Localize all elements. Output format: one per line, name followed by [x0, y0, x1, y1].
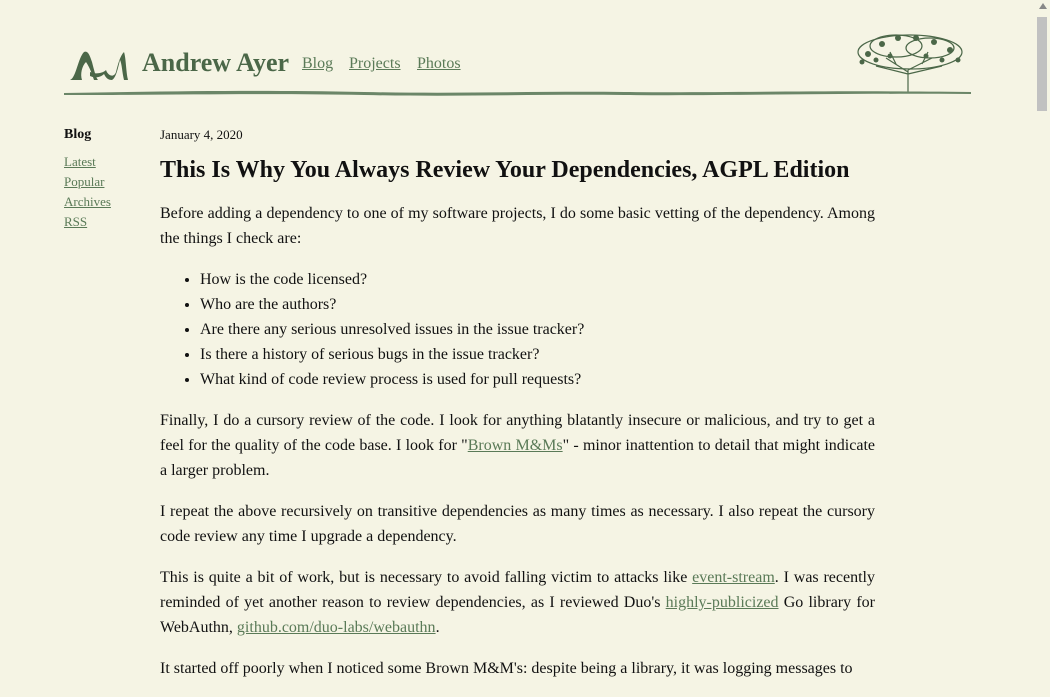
- link-highly-publicized[interactable]: highly-publicized: [665, 594, 779, 611]
- sidebar-item-popular[interactable]: Popular: [64, 174, 105, 189]
- list-item: • Who are the authors?: [200, 292, 875, 317]
- text: Go library for WebAuthn,: [160, 594, 876, 636]
- nav-projects[interactable]: Projects: [349, 55, 401, 72]
- text: This is quite a bit of work, but is necessary to avoid falling victim to attacks like: [160, 569, 693, 586]
- link-brown-mms[interactable]: Brown M&Ms: [467, 437, 563, 454]
- link-event-stream[interactable]: event-stream: [692, 569, 775, 586]
- sidebar: [64, 127, 144, 232]
- post-title: This Is Why You Always Review Your Dependencies, AGPL Edition: [160, 157, 850, 183]
- article: [160, 127, 875, 697]
- oak-tree-icon: [846, 30, 971, 94]
- text: .: [435, 619, 440, 636]
- list-item: • Are there any serious unresolved issues in the issue tracker?: [200, 317, 875, 342]
- sidebar-item-archives[interactable]: Archives: [64, 194, 111, 209]
- scroll-thumb[interactable]: [1037, 17, 1047, 111]
- link-webauthn-repo[interactable]: github.com/duo-labs/webauthn: [236, 619, 436, 636]
- nav-photos[interactable]: Photos: [417, 55, 461, 72]
- scroll-up-arrow-icon[interactable]: [1039, 3, 1047, 9]
- list-item: • How is the code licensed?: [200, 267, 875, 292]
- text: Finally, I do a cursory review of the code. I look for anything blatantly insecure or malicious, and try to get a feel for the quality of the code base. I look for ": [160, 412, 875, 454]
- list-item: • Is there a history of serious bugs in the issue tracker?: [200, 342, 875, 367]
- paragraph-attacks: [160, 565, 875, 640]
- post-date: January 4, 2020: [160, 127, 243, 142]
- aa-logo-icon[interactable]: [68, 48, 130, 84]
- nav-blog[interactable]: Blog: [302, 55, 334, 72]
- paragraph-intro: Before adding a dependency to one of my software projects, I do some basic vetting of the dependency. Among the things I check are:: [160, 205, 875, 247]
- vertical-scrollbar[interactable]: [1035, 0, 1050, 664]
- site-title[interactable]: Andrew Ayer: [142, 48, 290, 77]
- sidebar-item-latest[interactable]: Latest: [64, 154, 96, 169]
- site-header: [64, 30, 971, 98]
- text: " - minor inattention to detail that might indicate a larger problem.: [160, 437, 875, 479]
- paragraph-brown-mms: It started off poorly when I noticed some Brown M&M's: despite being a library, it was logging messages to: [160, 660, 853, 677]
- header-divider: [64, 86, 971, 98]
- list-item: • What kind of code review process is used for pull requests?: [200, 367, 875, 392]
- paragraph-recursive: I repeat the above recursively on transitive dependencies as many times as necessary. I also repeat the cursory code review any time I upgrade a dependency.: [160, 503, 875, 545]
- paragraph-code-review: [160, 408, 875, 483]
- sidebar-item-rss[interactable]: RSS: [64, 214, 88, 229]
- sidebar-heading: Blog: [64, 127, 92, 142]
- checklist: [160, 267, 875, 392]
- text: . I was recently reminded of yet another reason to review dependencies, as I reviewed Duo's: [160, 569, 875, 611]
